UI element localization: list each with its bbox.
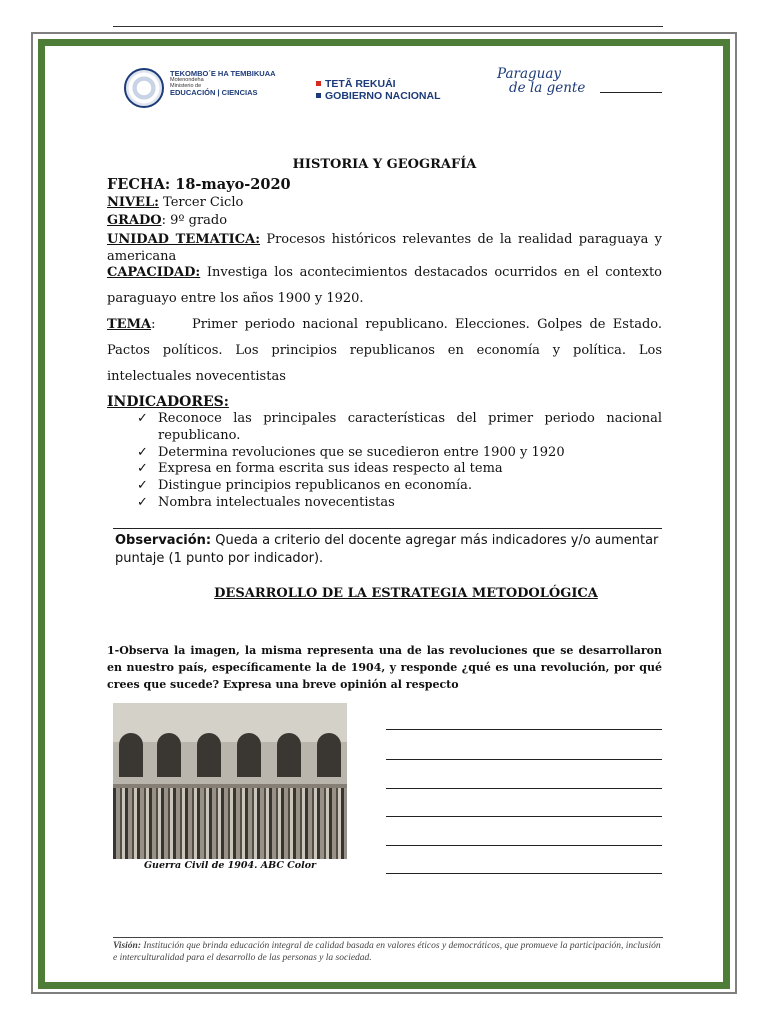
tema-value: : Primer periodo nacional republicano. Elecciones. Golpes de Estado. Pactos políticos. Los principios republicanos en economía y política. Los intelectuales novecentistas bbox=[107, 317, 667, 384]
indicador-item bbox=[137, 411, 662, 445]
observacion-value: Queda a criterio del docente agregar más indicadores y/o aumentar puntaje (1 punto por indicador). bbox=[115, 533, 659, 566]
top-rule bbox=[113, 26, 663, 27]
indicador-text: Nombra intelectuales novecentistas bbox=[158, 494, 395, 510]
answer-line[interactable] bbox=[386, 873, 662, 874]
brand-logo-line1: Paraguay bbox=[497, 66, 562, 82]
indicador-item bbox=[137, 461, 662, 478]
grado-value: : 9º grado bbox=[161, 213, 228, 228]
observacion-rule bbox=[113, 528, 662, 529]
ministry-logo-line4: EDUCACIÓN | CIENCIAS bbox=[170, 88, 258, 98]
checkmark-icon: ✓ bbox=[137, 411, 148, 426]
vision-label: Visión: bbox=[113, 941, 141, 951]
indicador-text: Expresa en forma escrita sus ideas respecto al tema bbox=[158, 461, 503, 477]
vision-statement bbox=[113, 940, 665, 964]
nivel-label: NIVEL: bbox=[107, 195, 159, 210]
question-1: 1-Observa la imagen, la misma representa una de las revoluciones que se desarrollaron en nuestro país, específicamente la de 1904, y responde ¿qué es una revolución, por qué crees que sucede? Expresa una breve opinión al respecto bbox=[107, 644, 662, 691]
photo-caption: Guerra Civil de 1904. ABC Color bbox=[143, 860, 317, 871]
ministry-logo-line1: TEKOMBO´E HA TEMBIKUAA bbox=[170, 69, 276, 78]
grado-line bbox=[107, 212, 662, 229]
checkmark-icon: ✓ bbox=[137, 461, 148, 477]
capacidad-line bbox=[107, 260, 662, 312]
answer-line[interactable] bbox=[386, 729, 662, 730]
indicadores-label: INDICADORES: bbox=[107, 394, 229, 410]
indicador-text: Reconoce las principales características del primer periodo nacional republicano. bbox=[158, 411, 662, 443]
date-line: FECHA: 18-mayo-2020 bbox=[107, 176, 291, 193]
answer-line[interactable] bbox=[386, 816, 662, 817]
gov-logo-line1: TETÃ REKUÁI bbox=[325, 78, 396, 90]
indicador-item bbox=[137, 478, 662, 495]
unidad-label: UNIDAD TEMATICA: bbox=[107, 232, 260, 247]
observacion-label: Observación: bbox=[115, 533, 212, 548]
capacidad-label: CAPACIDAD: bbox=[107, 265, 201, 280]
government-logo bbox=[316, 79, 441, 102]
desarrollo-title: DESARROLLO DE LA ESTRATEGIA METODOLÓGICA bbox=[214, 586, 598, 601]
indicadores-list bbox=[137, 411, 662, 512]
brand-logo-line2: de la gente bbox=[509, 80, 586, 97]
indicador-item bbox=[137, 495, 662, 512]
header-rule bbox=[600, 92, 662, 93]
ministry-logo-line3: Ministerio de bbox=[170, 82, 202, 89]
unidad-value: Procesos históricos relevantes de la realidad paraguaya y americana bbox=[107, 232, 663, 264]
gov-logo-line2: GOBIERNO NACIONAL bbox=[325, 89, 441, 102]
historical-photo bbox=[113, 703, 347, 859]
flag-mark-blue-icon bbox=[316, 93, 321, 98]
capacidad-value: Investiga los acontecimientos destacados ocurridos en el contexto paraguayo entre los años 1900 y 1920. bbox=[107, 265, 662, 306]
answer-line[interactable] bbox=[386, 788, 662, 789]
checkmark-icon: ✓ bbox=[137, 494, 148, 510]
indicador-text: Distingue principios republicanos en economía. bbox=[158, 478, 472, 494]
grado-label: GRADO bbox=[107, 213, 162, 228]
flag-mark-red-icon bbox=[316, 81, 321, 86]
answer-line[interactable] bbox=[386, 759, 662, 760]
answer-line[interactable] bbox=[386, 845, 662, 846]
footer-rule bbox=[113, 937, 663, 938]
indicador-text: Determina revoluciones que se sucedieron entre 1900 y 1920 bbox=[158, 444, 565, 460]
checkmark-icon: ✓ bbox=[137, 444, 148, 460]
tema-label: TEMA bbox=[107, 317, 152, 332]
nivel-line bbox=[107, 194, 662, 211]
observacion-note bbox=[115, 532, 662, 568]
indicador-item bbox=[137, 445, 662, 462]
ministry-logo-line2: Motenondeha bbox=[170, 76, 204, 83]
checkmark-icon: ✓ bbox=[137, 478, 148, 494]
nivel-value: Tercer Ciclo bbox=[158, 195, 244, 210]
document-title: HISTORIA Y GEOGRAFÍA bbox=[292, 157, 477, 172]
vision-text: Institución que brinda educación integral de calidad basada en valores éticos y democráticos, que promueve la participación, inclusión e interculturalidad para el desarrollo de las personas y la sociedad. bbox=[113, 941, 661, 963]
tema-line bbox=[107, 312, 667, 390]
ministry-logo bbox=[124, 68, 284, 110]
paraguay-brand-logo bbox=[497, 67, 585, 95]
ministry-seal-icon bbox=[124, 68, 164, 108]
